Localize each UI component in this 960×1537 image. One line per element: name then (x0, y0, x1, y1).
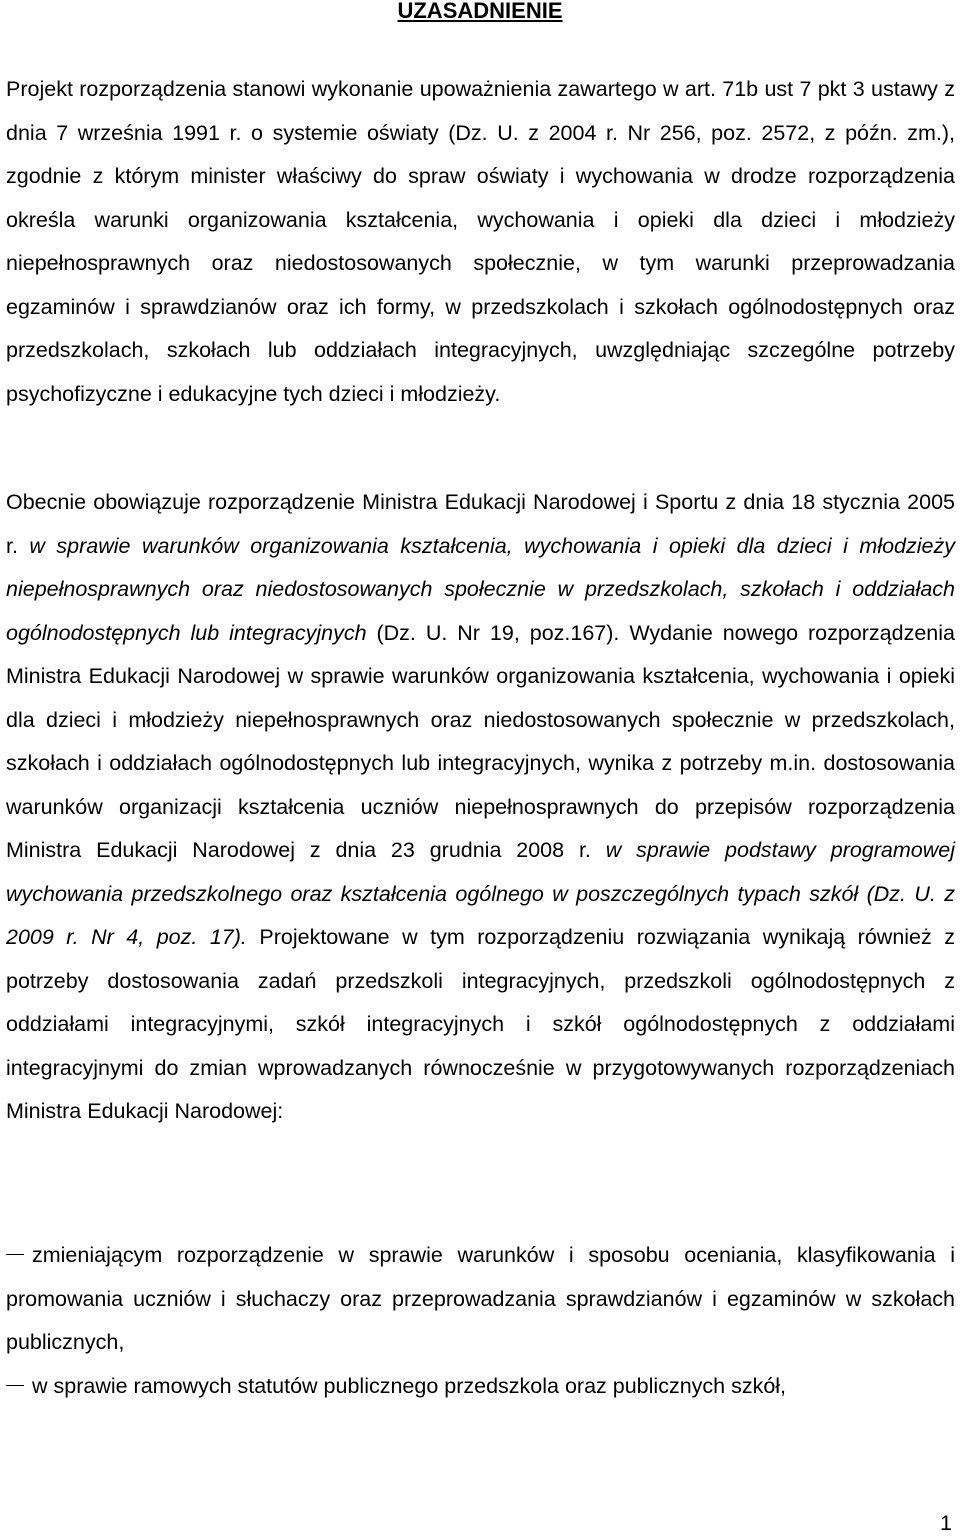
paragraph-legal-basis: Projekt rozporządzenia stanowi wykonanie upoważnienia zawartego w art. 71b ust 7 pkt 3 ustawy z dnia 7 września 1991 r. o systemie oświaty (Dz. U. z 2004 r. Nr 256, poz. 2572, z późn. zm.), zgodnie z którym minister właściwy do spraw oświaty i wychowania w drodze rozporządzenia określa warunki organizowania kształcenia, wychowania i opieki dla dzieci i młodzieży niepełnosprawnych oraz niedostosowanych społecznie, w tym warunki przeprowadzania egzaminów i sprawdzianów oraz ich formy, w przedszkolach i szkołach ogólnodostępnych oraz przedszkolach, szkołach lub oddziałach integracyjnych, uwzględniając szczególne potrzeby psychofizyczne i edukacyjne tych dzieci i młodzieży. (6, 77, 955, 406)
regulation-title-italic: w sprawie warunków organizowania kształcenia, wychowania i opieki dla dzieci i młodzieży niepełnosprawnych oraz niedostosowanych społecznie w przedszkolach, szkołach i oddziałach ogólnodostępnych lub integracyjnych (6, 533, 955, 645)
list-item (6, 1234, 955, 1365)
paragraph-text: (Dz. U. Nr 19, poz.167). Wydanie nowego rozporządzenia Ministra Edukacji Narodowej w sprawie warunków organizowania kształcenia, wychowania i opieki dla dzieci i młodzieży niepełnosprawnych oraz niedostosowanych społecznie w przedszkolach, szkołach i oddziałach ogólnodostępnych lub integracyjnych, wynika z potrzeby m.in. dostosowania warunków organizacji kształcenia uczniów niepełnosprawnych do przepisów rozporządzenia Ministra Edukacji Narodowej z dnia 23 grudnia 2008 r. (6, 620, 955, 862)
dash-bullet-icon (6, 1385, 24, 1386)
list-item-text: zmieniającym rozporządzenie w sprawie warunków i sposobu oceniania, klasyfikowania i promowania uczniów i słuchaczy oraz przeprowadzania sprawdzianów i egzaminów w szkołach publicznych, (6, 1243, 955, 1354)
dash-bullet-icon (6, 1254, 24, 1255)
regulation-title-italic: w sprawie podstawy programowej wychowania przedszkolnego oraz kształcenia ogólnego w poszczególnych typach szkół (Dz. U. z 2009 r. Nr 4, poz. 17). (6, 838, 956, 949)
page-number: 1 (940, 1511, 952, 1535)
paragraph-text: Projektowane w tym rozporządzeniu rozwiązania wynikają również z potrzeby dostosowania zadań przedszkoli integracyjnych, przedszkoli ogólnodostępnych z oddziałami integracyjnymi, szkół integracyjnych i szkół ogólnodostępnych z oddziałami integracyjnymi do zmian wprowadzanych równocześnie w przygotowywanych rozporządzeniach Ministra Edukacji Narodowej: (6, 925, 955, 1123)
document-title: UZASADNIENIE (397, 0, 563, 23)
list-item-text: w sprawie ramowych statutów publicznego przedszkola oraz publicznych szkół, (32, 1374, 787, 1398)
list-item (6, 1365, 955, 1409)
paragraph-text: Obecnie obowiązuje rozporządzenie Ministra Edukacji Narodowej i Sportu z dnia 18 stycznia 2005 r. (6, 490, 955, 558)
paragraph-current-regulation (6, 481, 955, 1134)
